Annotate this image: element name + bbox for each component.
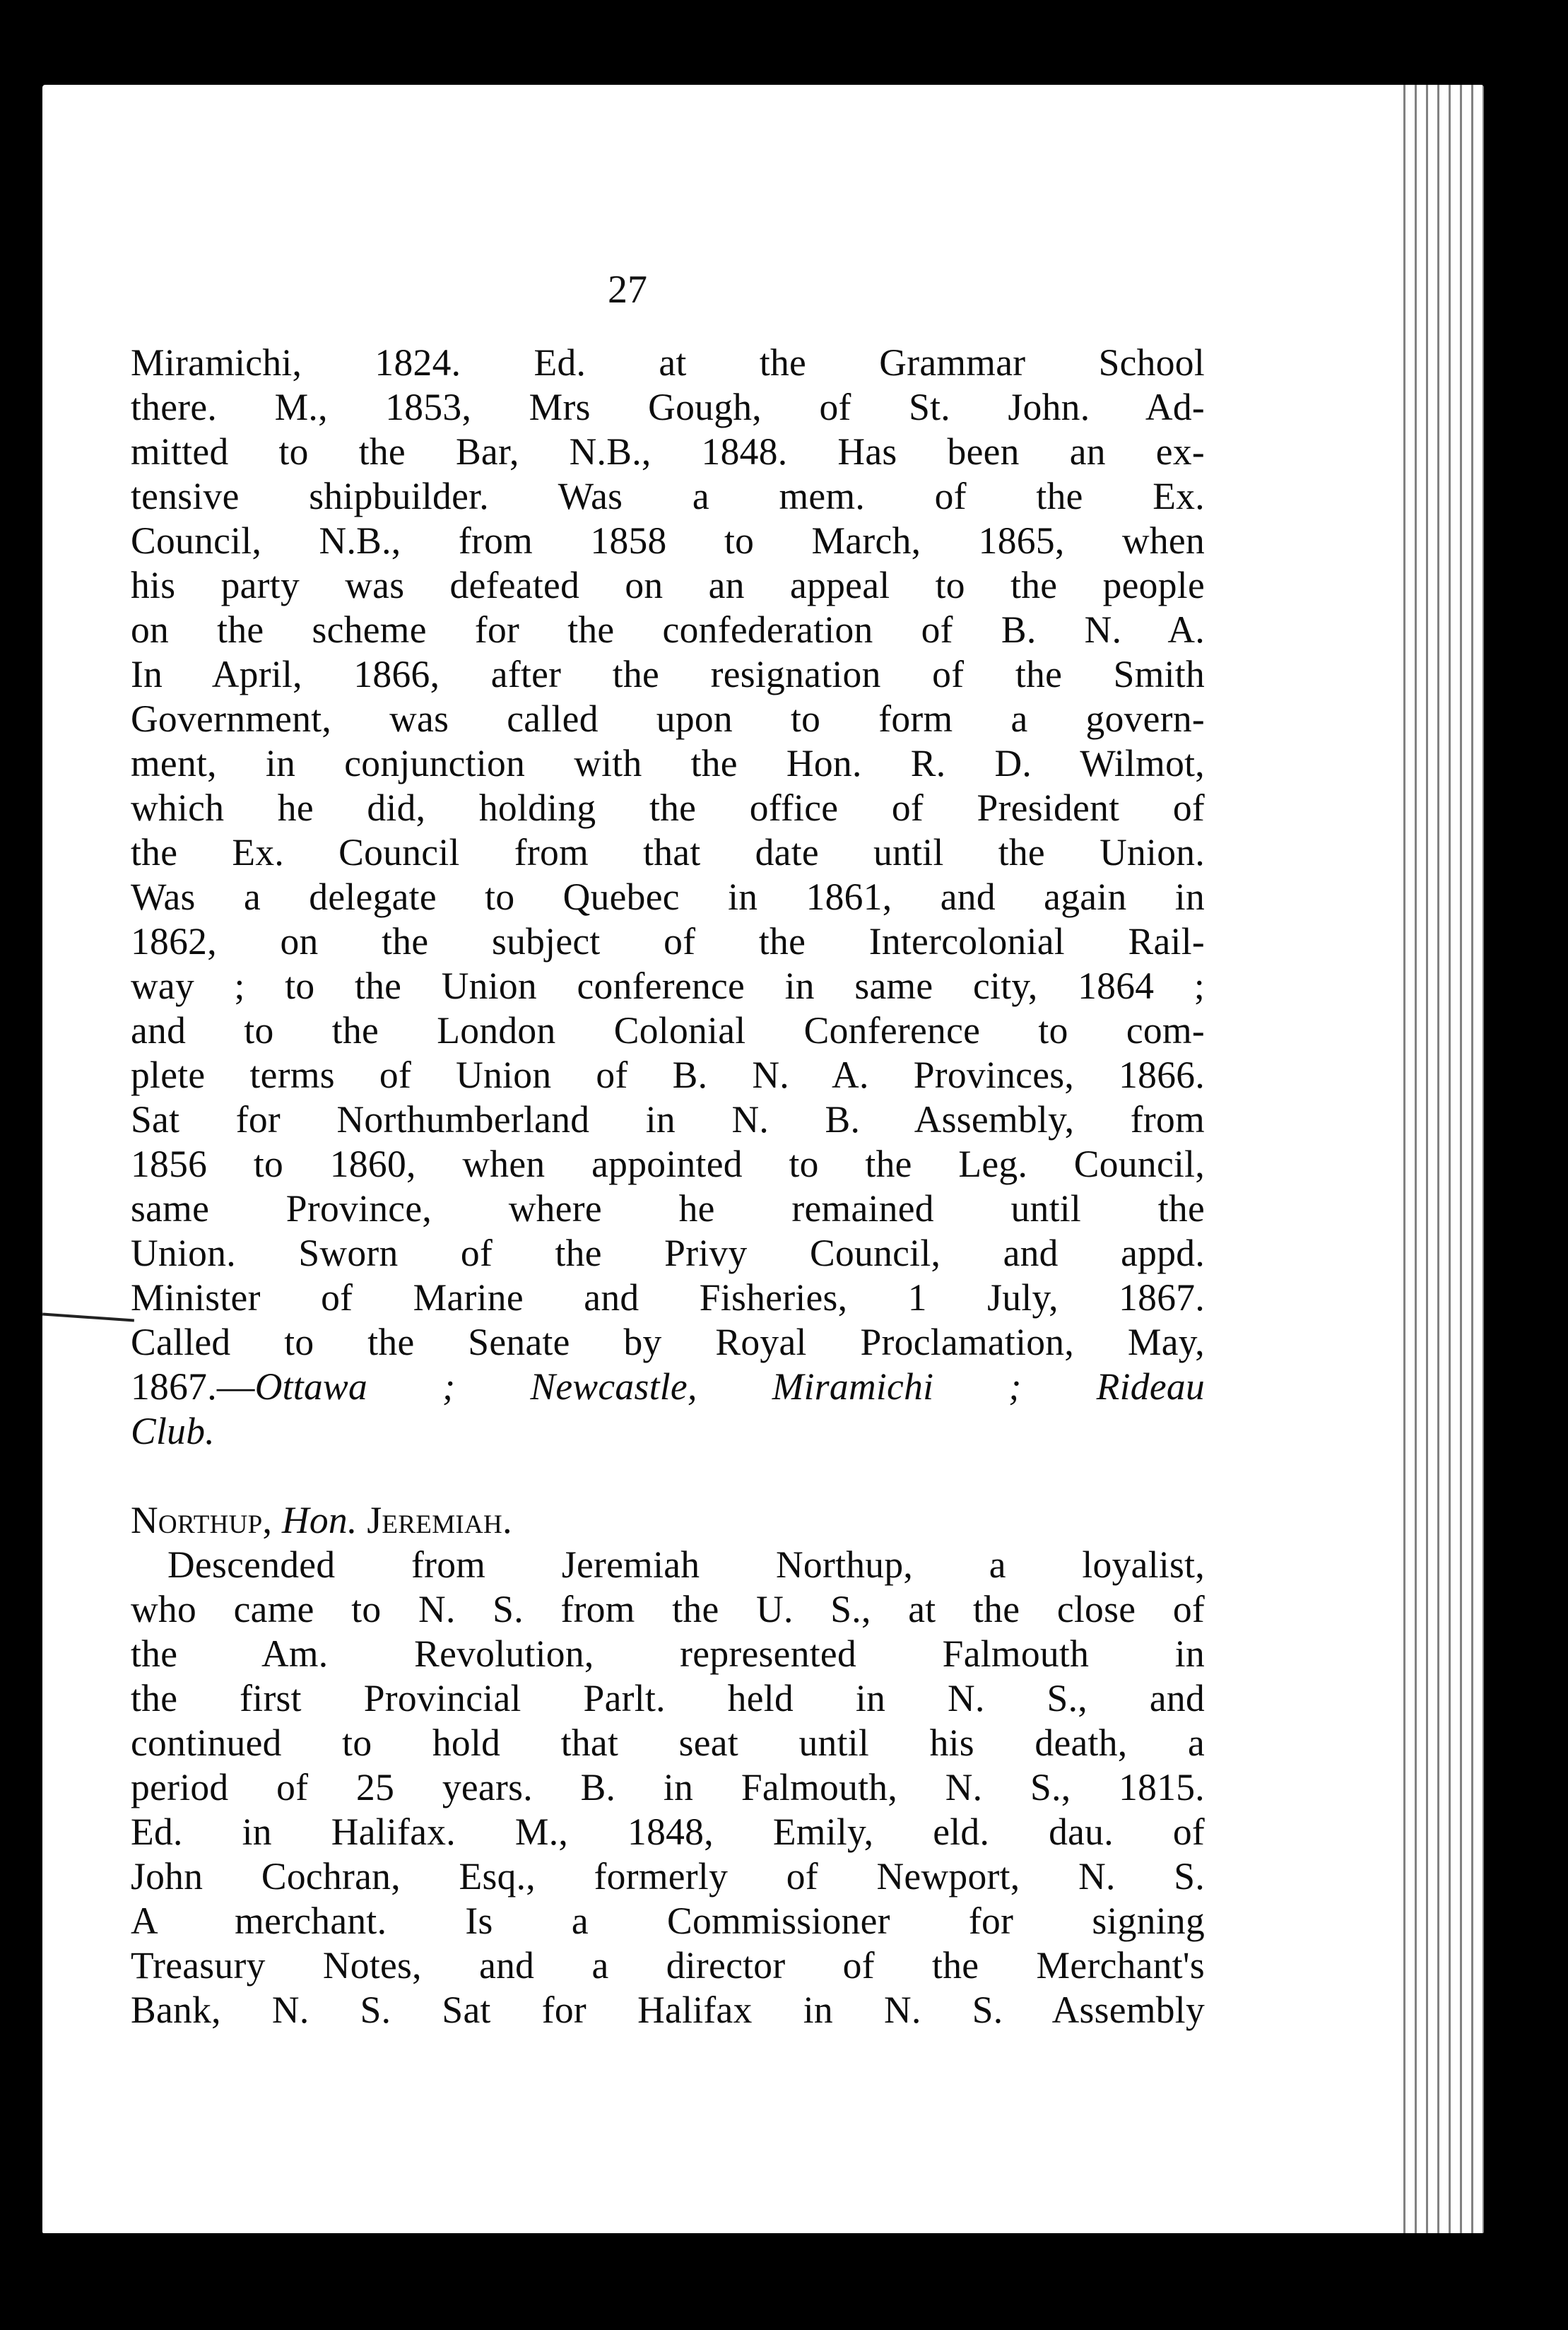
- entry-1-line: Sat for Northumberland in N. B. Assembly, from: [131, 1098, 1205, 1141]
- body-text: [131, 341, 1205, 2032]
- entry-2: [131, 1543, 1205, 2032]
- entry-1-line: his party was defeated on an appeal to the people: [131, 564, 1205, 606]
- entry-1-line: Union. Sworn of the Privy Council, and appd.: [131, 1232, 1205, 1274]
- entry-1-line: tensive shipbuilder. Was a mem. of the Ex.: [131, 475, 1205, 517]
- entry-2-line: period of 25 years. B. in Falmouth, N. S., 1815.: [131, 1766, 1205, 1808]
- page-edge-shadow: [1399, 85, 1484, 2233]
- entry-1-line: on the scheme for the confederation of B. N. A.: [131, 608, 1205, 651]
- entry-2-heading: [131, 1498, 1205, 1543]
- residence-places: Ottawa ; Newcastle, Miramichi ; Rideau: [254, 1365, 1205, 1408]
- entry-1-line: Minister of Marine and Fisheries, 1 July, 1867.: [131, 1276, 1205, 1319]
- pencil-mark: [42, 1312, 134, 1322]
- entry-1-line: Government, was called upon to form a govern-: [131, 698, 1205, 740]
- entry-1-line: 1856 to 1860, when appointed to the Leg. Council,: [131, 1143, 1205, 1185]
- entry-1-line: and to the London Colonial Conference to com-: [131, 1009, 1205, 1052]
- entry-1-line: same Province, where he remained until the: [131, 1187, 1205, 1230]
- entry-2-line: continued to hold that seat until his death, a: [131, 1722, 1205, 1764]
- entry-2-line: Ed. in Halifax. M., 1848, Emily, eld. dau. of: [131, 1811, 1205, 1853]
- heading-surname: Northup,: [131, 1499, 273, 1541]
- entry-1-line: mitted to the Bar, N.B., 1848. Has been an ex-: [131, 430, 1205, 473]
- entry-1-line: Miramichi, 1824. Ed. at the Grammar School: [131, 341, 1205, 384]
- book-page: [42, 85, 1484, 2233]
- entry-2-line: who came to N. S. from the U. S., at the close of: [131, 1588, 1205, 1630]
- entry-2-line: Descended from Jeremiah Northup, a loyalist,: [167, 1543, 1205, 1586]
- entry-2-line: A merchant. Is a Commissioner for signing: [131, 1900, 1205, 1942]
- entry-1-line: Was a delegate to Quebec in 1861, and again in: [131, 876, 1205, 918]
- entry-1-line: Called to the Senate by Royal Proclamation, May,: [131, 1321, 1205, 1363]
- closing-year: 1867.—: [131, 1365, 255, 1408]
- entry-1-line: plete terms of Union of B. N. A. Provinces, 1866.: [131, 1054, 1205, 1096]
- entry-1-closing-line: [131, 1365, 1205, 1409]
- entry-1: [131, 341, 1205, 1454]
- entry-1-line: ment, in conjunction with the Hon. R. D. Wilmot,: [131, 742, 1205, 784]
- entry-2-line: the Am. Revolution, represented Falmouth in: [131, 1632, 1205, 1675]
- heading-given-name: Jeremiah.: [367, 1499, 512, 1541]
- entry-1-line: In April, 1866, after the resignation of the Smith: [131, 653, 1205, 695]
- entry-2-line: Treasury Notes, and a director of the Merchant's: [131, 1944, 1205, 1987]
- entry-2-line: the first Provincial Parlt. held in N. S., and: [131, 1677, 1205, 1719]
- entry-1-line: 1862, on the subject of the Intercolonial Rail-: [131, 920, 1205, 963]
- heading-honorific: Hon.: [281, 1499, 358, 1541]
- club-name: Club.: [131, 1410, 215, 1452]
- entry-2-line: Bank, N. S. Sat for Halifax in N. S. Assembly: [131, 1989, 1205, 2031]
- entry-1-line: way ; to the Union conference in same city, 1864 ;: [131, 965, 1205, 1007]
- page-number: 27: [608, 268, 647, 312]
- entry-1-line: which he did, holding the office of President of: [131, 787, 1205, 829]
- entry-1-line: Council, N.B., from 1858 to March, 1865, when: [131, 519, 1205, 562]
- entry-2-line: John Cochran, Esq., formerly of Newport, N. S.: [131, 1855, 1205, 1897]
- entry-1-line: there. M., 1853, Mrs Gough, of St. John. Ad-: [131, 386, 1205, 428]
- entry-1-line: the Ex. Council from that date until the Union.: [131, 831, 1205, 873]
